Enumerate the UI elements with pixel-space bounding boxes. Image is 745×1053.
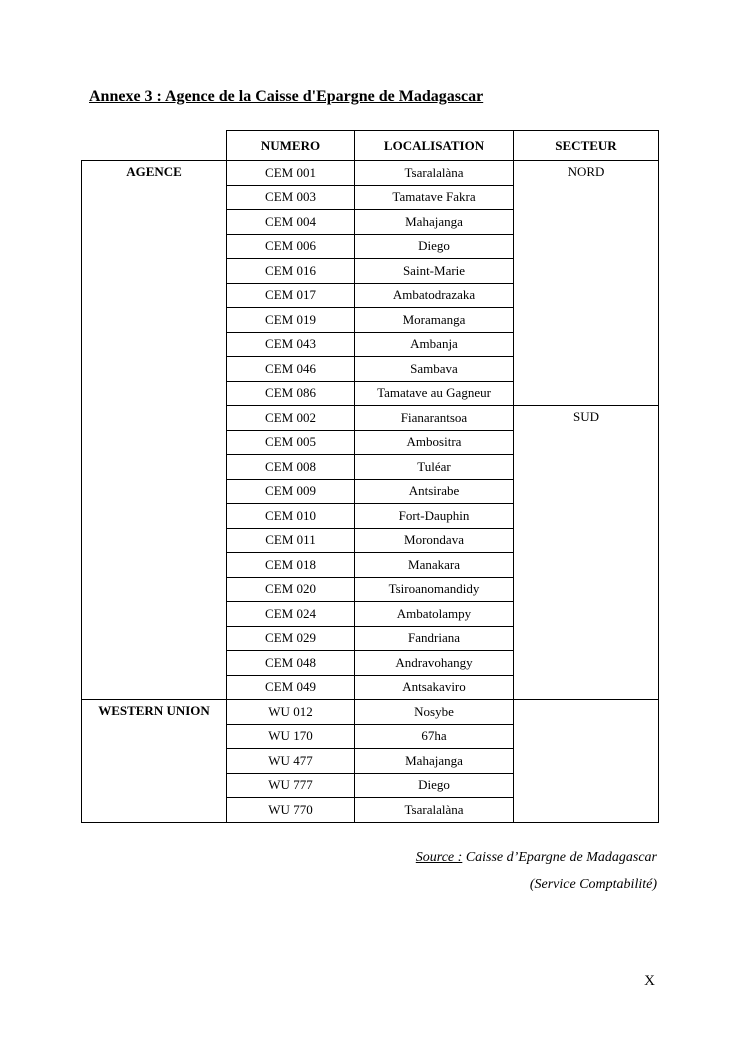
numero-cell: CEM 049 [227, 675, 355, 700]
localisation-cell: Mahajanga [355, 749, 514, 774]
table-body [82, 131, 659, 823]
numero-cell: WU 170 [227, 724, 355, 749]
page-title: Annexe 3 : Agence de la Caisse d'Epargne de Madagascar [89, 88, 484, 105]
page-number: X [644, 973, 655, 989]
table-header-row [82, 131, 659, 161]
numero-cell: CEM 001 [227, 161, 355, 186]
localisation-cell: Morondava [355, 528, 514, 553]
localisation-cell: Tsiroanomandidy [355, 577, 514, 602]
numero-cell: CEM 016 [227, 259, 355, 284]
numero-cell: CEM 018 [227, 553, 355, 578]
source-text: Caisse d’Epargne de Madagascar [465, 850, 657, 865]
sector-cell: NORD [514, 161, 659, 406]
localisation-cell: Sambava [355, 357, 514, 382]
numero-column-header: NUMERO [227, 131, 355, 161]
numero-cell: CEM 043 [227, 332, 355, 357]
localisation-cell: Ambanja [355, 332, 514, 357]
numero-cell: CEM 002 [227, 406, 355, 431]
numero-cell: WU 770 [227, 798, 355, 823]
localisation-cell: Tuléar [355, 455, 514, 480]
localisation-cell: Tsaralalàna [355, 161, 514, 186]
numero-cell: CEM 006 [227, 234, 355, 259]
localisation-cell: Ambositra [355, 430, 514, 455]
numero-cell: CEM 020 [227, 577, 355, 602]
localisation-cell: Manakara [355, 553, 514, 578]
numero-cell: CEM 009 [227, 479, 355, 504]
blank-corner-cell [82, 131, 227, 161]
localisation-cell: Tamatave au Gagneur [355, 381, 514, 406]
numero-cell: CEM 019 [227, 308, 355, 333]
numero-cell: CEM 046 [227, 357, 355, 382]
numero-cell: CEM 048 [227, 651, 355, 676]
localisation-cell: Andravohangy [355, 651, 514, 676]
numero-cell: CEM 086 [227, 381, 355, 406]
numero-cell: WU 777 [227, 773, 355, 798]
numero-cell: CEM 024 [227, 602, 355, 627]
localisation-cell: Diego [355, 234, 514, 259]
numero-cell: CEM 008 [227, 455, 355, 480]
numero-cell: CEM 029 [227, 626, 355, 651]
table-row [82, 700, 659, 725]
sector-cell [514, 700, 659, 823]
localisation-cell: Nosybe [355, 700, 514, 725]
numero-cell: CEM 005 [227, 430, 355, 455]
numero-cell: WU 477 [227, 749, 355, 774]
numero-cell: CEM 011 [227, 528, 355, 553]
group-label-cell: AGENCE [82, 161, 227, 700]
agency-table [81, 130, 659, 823]
group-label-cell: WESTERN UNION [82, 700, 227, 823]
localisation-cell: Diego [355, 773, 514, 798]
sector-cell: SUD [514, 406, 659, 700]
localisation-cell: Ambatolampy [355, 602, 514, 627]
numero-cell: WU 012 [227, 700, 355, 725]
numero-cell: CEM 010 [227, 504, 355, 529]
localisation-cell: 67ha [355, 724, 514, 749]
localisation-cell: Tamatave Fakra [355, 185, 514, 210]
numero-cell: CEM 017 [227, 283, 355, 308]
numero-cell: CEM 004 [227, 210, 355, 235]
localisation-cell: Antsirabe [355, 479, 514, 504]
localisation-cell: Ambatodrazaka [355, 283, 514, 308]
numero-cell: CEM 003 [227, 185, 355, 210]
localisation-cell: Antsakaviro [355, 675, 514, 700]
localisation-cell: Fianarantsoa [355, 406, 514, 431]
table-row [82, 161, 659, 186]
localisation-cell: Tsaralalàna [355, 798, 514, 823]
localisation-cell: Fandriana [355, 626, 514, 651]
source-note [416, 850, 657, 866]
localisation-cell: Saint-Marie [355, 259, 514, 284]
source-service: (Service Comptabilité) [529, 877, 657, 892]
localisation-cell: Mahajanga [355, 210, 514, 235]
localisation-cell: Fort-Dauphin [355, 504, 514, 529]
source-label: Source : [415, 850, 463, 865]
localisation-column-header: LOCALISATION [355, 131, 514, 161]
localisation-cell: Moramanga [355, 308, 514, 333]
secteur-column-header: SECTEUR [514, 131, 659, 161]
